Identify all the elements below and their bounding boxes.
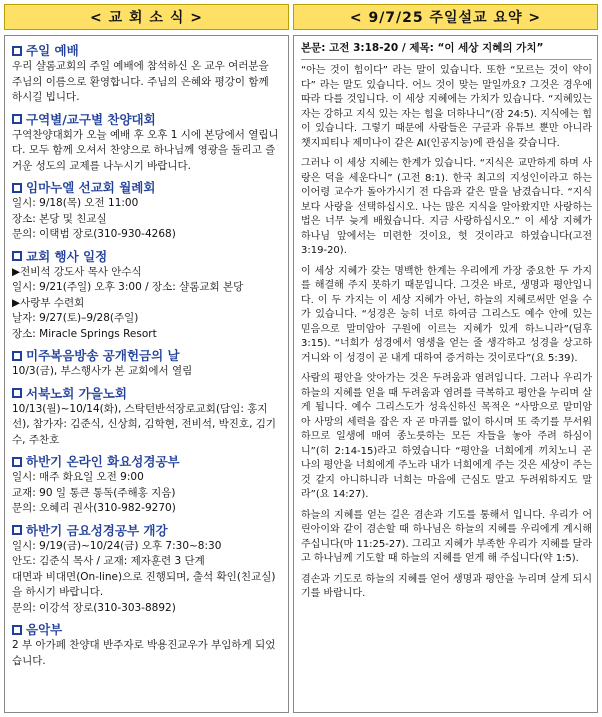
news-section-title-text: 음악부 <box>26 622 63 637</box>
news-section <box>12 621 282 669</box>
news-section <box>12 248 282 343</box>
news-line: 일시: 9/19(금)~10/24(금) 오후 7:30~8:30 <box>12 539 222 552</box>
news-section-title <box>12 42 282 59</box>
news-line: 장소: Miracle Springs Resort <box>12 327 157 340</box>
square-bullet-icon <box>12 457 22 467</box>
square-bullet-icon <box>12 351 22 361</box>
news-line: 대면과 비대면(On-line)으로 진행되며, 출석 확인(친교실)을 하시기 바랍니다. <box>12 570 276 598</box>
news-line: 문의: 오혜리 권사(310-982-9270) <box>12 502 176 514</box>
news-section <box>12 42 282 106</box>
news-section <box>12 385 282 449</box>
news-section-body <box>12 265 282 343</box>
sermon-body <box>301 64 592 602</box>
news-section <box>12 111 282 175</box>
news-section-body <box>12 470 282 517</box>
news-line: ▶전비석 강도사 목사 안수식 <box>12 265 142 278</box>
sermon-paragraph: 그러나 이 세상 지혜는 한계가 있습니다. “지식은 교만하게 하며 사랑은 덕을 세운다니” (고전 8:1). 한국 최고의 지성인이라고 하는 이어령 교수가 돌아가시기 전 다음과 같은 말을 남겼습니다. “지식보다 사랑을 선택하십시오. 나는 많은 지식을 알아왔지만 사랑하는 법은 너무 늦게 배웠습니다. 지금 사랑하십시오.” 이 세상 지혜가 하나님 앞에서는 미련한 것이요, 헛 것이라고 하였습니다(고전 3:19-20). <box>301 158 592 256</box>
news-section-body <box>12 402 282 449</box>
news-section-title-text: 주일 예배 <box>26 43 79 58</box>
news-line: 우리 샬롬교회의 주일 예배에 참석하신 온 교우 여러분을 주님의 이름으로 환영합니다. 주님의 은혜와 평강이 함께 하시길 빕니다. <box>12 60 269 103</box>
church-news-column <box>4 35 289 713</box>
news-section-title-text: 서북노회 가을노회 <box>26 385 127 401</box>
news-line: 일시: 9/18(목) 오전 11:00 <box>12 197 139 209</box>
news-section <box>12 347 282 380</box>
sermon-paragraph: 이 세상 지혜가 갖는 명백한 한계는 우리에게 가장 중요한 두 가지를 해결해 주지 못하기 때문입니다. 그것은 바로, 생명과 평안입니다. 이 두 가지는 이 세상 지혜가 아닌, 하늘의 지혜로써만 얻을 수가 있습니다. “성경은 능히 너로 하여금 그리스도 예수 안에 있는 믿음으로 말미암아 구원에 이르는 지혜가 있게 하느니라”(딤후 3:15). “너희가 성경에서 영생을 얻는 줄 생각하고 성경을 상고하거니와 이 성경이 곧 내게 대하여 증거하는 것이로다”(요 5:39). <box>301 265 592 364</box>
news-section-title-text: 미주복음방송 공개헌금의 날 <box>26 348 180 363</box>
news-line: 날자: 9/27(토)–9/28(주일) <box>12 312 139 324</box>
news-line: 2 부 아가페 찬양대 반주자로 박용진교우가 부임하게 되었습니다. <box>12 639 276 667</box>
news-section-title <box>12 248 282 265</box>
sermon-heading: 본문: 고전 3:18-20 / 제목: “이 세상 지혜의 가치” <box>301 41 592 60</box>
news-section-title <box>12 111 282 128</box>
news-line: 문의: 이택범 장로(310-930-4268) <box>12 228 176 240</box>
news-section-body <box>12 196 282 243</box>
news-section-body <box>12 638 282 669</box>
news-section-title <box>12 179 282 196</box>
square-bullet-icon <box>12 183 22 193</box>
news-line: 교재: 90 일 통큰 통독(주해홍 지음) <box>12 486 176 499</box>
news-section-title <box>12 385 282 402</box>
news-section-body <box>12 59 282 106</box>
square-bullet-icon <box>12 251 22 261</box>
square-bullet-icon <box>12 625 22 635</box>
news-section-title <box>12 453 282 470</box>
sermon-paragraph: 하늘의 지혜를 얻는 길은 겸손과 기도를 통해서 입니다. 우리가 어린아이와 같이 겸손할 때 하나님은 하늘의 지혜를 우리에게 계시해 주십니다(마 11:25-27). 그리고 지혜가 부족한 우리가 지혜를 달라고 하나님께 기도할 때 하늘의 지혜를 얻게 해 주십니다(약 1:5). <box>301 509 592 564</box>
news-section-body <box>12 364 282 380</box>
sermon-summary-banner: < 9/7/25 주일설교 요약 > <box>293 4 598 30</box>
news-section-title-text: 교회 행사 일정 <box>26 248 108 264</box>
news-line: 안도: 김준식 목사 / 교재: 제자훈련 3 단계 <box>12 555 205 567</box>
news-section-title-text: 임마누엘 선교회 월례회 <box>26 180 156 195</box>
square-bullet-icon <box>12 388 22 398</box>
news-line: 일시: 매주 화요일 오전 9:00 <box>12 471 144 483</box>
news-section-title <box>12 347 282 364</box>
square-bullet-icon <box>12 46 22 56</box>
news-line: 장소: 본당 및 친교실 <box>12 212 107 225</box>
news-section-body <box>12 539 282 617</box>
news-line: 10/13(월)~10/14(화), 스탁턴반석장로교회(담임: 홍지선), 참가자: 김준식, 신상희, 김학현, 전비석, 박진호, 김기수, 주찬호 <box>12 402 277 446</box>
news-line: 일시: 9/21(주일) 오후 3:00 / 장소: 샬롬교회 본당 <box>12 281 244 293</box>
news-line: 10/3(금), 부스행사가 본 교회에서 열림 <box>12 365 193 377</box>
square-bullet-icon <box>12 114 22 124</box>
news-section-body <box>12 128 282 175</box>
news-section <box>12 522 282 617</box>
news-section-title-text: 하반기 금요성경공부 개강 <box>26 522 168 538</box>
sermon-summary-column <box>293 35 598 713</box>
news-line: ▶사랑부 수련회 <box>12 296 85 309</box>
news-line: 구역찬양대회가 오늘 예배 후 오후 1 시에 본당에서 열립니다. 모두 함께 오셔서 찬양으로 하나님께 영광을 돌리고 즐거운 성도의 교제를 나누시기 바랍니다. <box>12 128 279 172</box>
news-section <box>12 179 282 243</box>
sermon-paragraph: 사람의 평안을 앗아가는 것은 두려움과 염려입니다. 그러나 우리가 하늘의 지혜를 얻을 때 두려움과 염려를 극복하고 평안을 누리며 살게 됩니다. 예수 그리스도가 성육신하신 목적은 “사망으로 말미암아 사망의 세력을 잡은 자 곧 마귀를 없이 하시며 또 죽기를 무서워하므로 일생에 매여 종노릇하는 모든 자들을 놓아 주려 하심이니”(히 2:14-15)라고 하였습니다 “평안을 너희에게 끼치노니 곧 나의 평안을 너희에게 주노라 내가 너희에게 주는 것은 세상이 주는 것 같지 아니하니라 너희는 마음에 근심도 말고 두려워하지도 말라”(요 14:27). <box>301 373 592 500</box>
church-news-banner: < 교 회 소 식 > <box>4 4 289 30</box>
news-section-title-text: 구역별/교구별 찬양대회 <box>26 111 156 127</box>
news-section <box>12 453 282 517</box>
sermon-paragraph: 겸손과 기도로 하늘의 지혜를 얻어 생명과 평안을 누리며 살게 되시기를 바랍니다. <box>301 573 592 599</box>
news-section-title <box>12 621 282 638</box>
square-bullet-icon <box>12 525 22 535</box>
news-line: 문의: 이강석 장로(310-303-8892) <box>12 601 176 614</box>
news-section-title-text: 하반기 온라인 화요성경공부 <box>26 454 180 469</box>
news-section-title <box>12 522 282 539</box>
sermon-paragraph: “아는 것이 힘이다” 라는 말이 있습니다. 또한 “모르는 것이 약이다” 라는 말도 있습니다. 어느 것이 맞는 말일까요? 그것은 경우에 따라 다를 것입니다. 이 세상 지혜에는 가치가 있습니다. “지혜있는 자는 강하고 지식 있는 자는 힘을 더하나니”(잠 24:5). 지식에는 힘이 있습니다. 그렇기 때문에 사람들은 구글과 유튜브 뿐만 아니라 챗지피티나 제미나이 같은 AI(인공지능)에 관심을 갖습니다. <box>301 65 592 149</box>
